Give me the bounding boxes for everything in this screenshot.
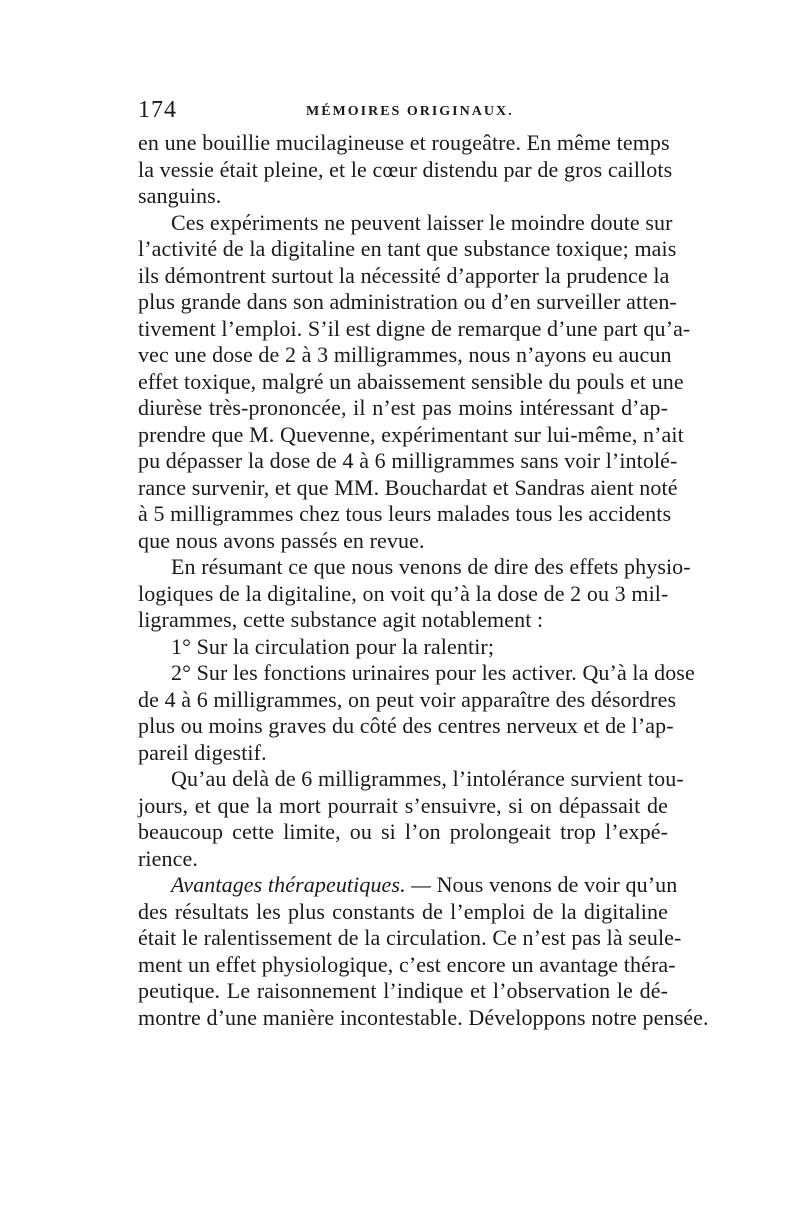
text-line: des résultats les plus constants de l’emploi de la digitaline xyxy=(138,898,668,924)
paragraph-first-line: En résumant ce que nous venons de dire des effets physio- xyxy=(171,554,691,579)
text-line: tivement l’emploi. S’il est digne de remarque d’une part qu’a- xyxy=(138,315,691,341)
text-line: montre d’une manière incontestable. Développons notre pensée. xyxy=(138,1004,709,1030)
text-line: que nous avons passés en revue. xyxy=(138,527,425,553)
text-line: peutique. Le raisonnement l’indique et l’observation le dé- xyxy=(138,978,668,1003)
text-line: plus grande dans son administration ou d’en surveiller atten- xyxy=(138,289,677,314)
heading-line-text: Nous venons de voir qu’un xyxy=(436,872,678,897)
text-line: la vessie était pleine, et le cœur distendu par de gros caillots xyxy=(138,156,673,182)
text-line: rience. xyxy=(138,845,198,871)
text-line: en une bouillie mucilagineuse et rougeâtre. En même temps xyxy=(138,130,670,155)
running-title: MÉMOIRES ORIGINAUX. xyxy=(306,104,514,119)
text-line: rance survenir, et que MM. Bouchardat et Sandras aient noté xyxy=(138,474,678,500)
text-line: logiques de la digitaline, on voit qu’à la dose de 2 ou 3 mil- xyxy=(138,580,669,606)
text-line: effet toxique, malgré un abaissement sensible du pouls et une xyxy=(138,368,684,394)
running-head xyxy=(138,97,668,127)
paragraph-first-line: Ces expériments ne peuvent laisser le moindre doute sur xyxy=(171,209,673,235)
text-line: plus ou moins graves du côté des centres nerveux et de l’ap- xyxy=(138,713,674,738)
text-line: sanguins. xyxy=(138,183,222,208)
body-text xyxy=(138,130,709,1031)
text-line: de 4 à 6 milligrammes, on peut voir apparaître des désordres xyxy=(138,686,677,712)
list-item: 2° Sur les fonctions urinaires pour les activer. Qu’à la dose xyxy=(171,660,695,685)
paragraph-first-line: Qu’au delà de 6 milligrammes, l’intolérance survient tou- xyxy=(171,766,684,791)
text-line: ment un effet physiologique, c’est encore un avantage théra- xyxy=(138,951,676,977)
italic-heading: Avantages thérapeutiques. — xyxy=(171,872,431,897)
text-line: ligrammes, cette substance agit notablement : xyxy=(138,607,544,632)
text-line: à 5 milligrammes chez tous leurs malades tous les accidents xyxy=(138,501,672,526)
text-line: jours, et que la mort pourrait s’ensuivre, si on dépassait de xyxy=(138,792,668,818)
text-line: l’activité de la digitaline en tant que substance toxique; mais xyxy=(138,236,677,261)
text-line: ils démontrent surtout la nécessité d’apporter la prudence la xyxy=(138,262,670,288)
text-line: vec une dose de 2 à 3 milligrammes, nous n’ayons eu aucun xyxy=(138,342,672,367)
section-heading-line xyxy=(138,872,678,899)
text-line: pareil digestif. xyxy=(138,739,267,765)
text-line: pu dépasser la dose de 4 à 6 milligrammes sans voir l’intolé- xyxy=(138,448,678,473)
page-number: 174 xyxy=(138,97,177,123)
text-line: beaucoup cette limite, ou si l’on prolongeait trop l’expé- xyxy=(138,819,668,844)
text-line: était le ralentissement de la circulation. Ce n’est pas là seule- xyxy=(138,925,682,950)
text-line: prendre que M. Quevenne, expérimentant sur lui-même, n’ait xyxy=(138,421,684,447)
text-line: diurèse très-prononcée, il n’est pas moins intéressant d’ap- xyxy=(138,395,668,420)
list-item: 1° Sur la circulation pour la ralentir; xyxy=(171,633,495,659)
